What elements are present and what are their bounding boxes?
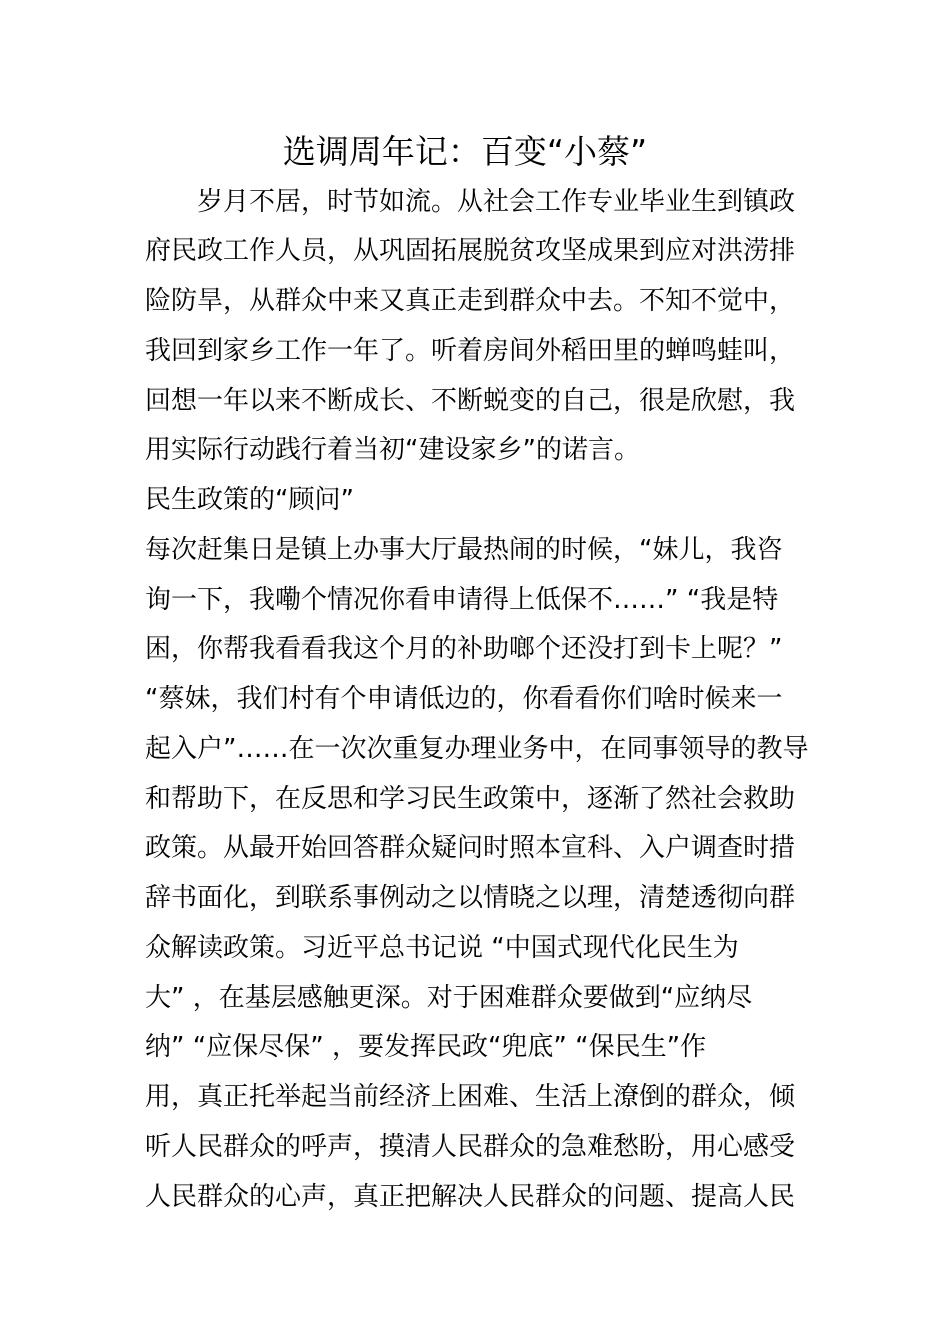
paragraph-line: 用实际行动践行着当初“建设家乡”的诺言。 <box>145 435 640 465</box>
paragraph-line: 用，真正托举起当前经济上困难、生活上潦倒的群众，倾 <box>145 1082 796 1112</box>
paragraph-line: 人民群众的心声，真正把解决人民群众的问题、提高人民 <box>145 1182 796 1212</box>
paragraph-line: 困，你帮我看看我这个月的补助啷个还没打到卡上呢？” <box>145 634 783 664</box>
paragraph-line: 回想一年以来不断成长、不断蜕变的自己，很是欣慰，我 <box>145 386 796 416</box>
paragraph-line: 我回到家乡工作一年了。听着房间外稻田里的蝉鸣蛙叫， <box>145 336 796 366</box>
paragraph-line: “蔡妹，我们村有个申请低边的，你看看你们啥时候来一 <box>145 684 783 714</box>
paragraph-line: 政策。从最开始回答群众疑问时照本宣科、入户调查时措 <box>145 833 796 863</box>
paragraph-line: 询一下，我嘞个情况你看申请得上低保不……” “我是特 <box>145 585 779 615</box>
paragraph-line: 纳” “应保尽保” ，要发挥民政“兜底” “保民生”作 <box>145 1032 707 1062</box>
paragraph-line: 众解读政策。习近平总书记说 “中国式现代化民生为 <box>145 933 739 963</box>
paragraph-line: 府民政工作人员，从巩固拓展脱贫攻坚成果到应对洪涝排 <box>145 236 796 266</box>
paragraph-line: 险防旱，从群众中来又真正走到群众中去。不知不觉中， <box>145 286 796 316</box>
section-heading: 民生政策的“顾问” <box>145 485 354 515</box>
paragraph-line: 岁月不居，时节如流。从社会工作专业毕业生到镇政 <box>145 187 796 217</box>
paragraph-line: 大” ，在基层感触更深。对于困难群众要做到“应纳尽 <box>145 983 753 1013</box>
paragraph-line: 和帮助下，在反思和学习民生政策中，逐渐了然社会救助 <box>145 784 796 814</box>
paragraph-line: 每次赶集日是镇上办事大厅最热闹的时候，“妹儿，我咨 <box>145 535 783 565</box>
paragraph-line: 起入户”……在一次次重复办理业务中，在同事领导的教导 <box>145 734 809 764</box>
document-title: 选调周年记：百变“小蔡” <box>282 132 648 171</box>
paragraph-line: 听人民群众的呼声，摸清人民群众的急难愁盼，用心感受 <box>145 1132 796 1162</box>
paragraph-line: 辞书面化，到联系事例动之以情晓之以理，清楚透彻向群 <box>145 883 796 913</box>
